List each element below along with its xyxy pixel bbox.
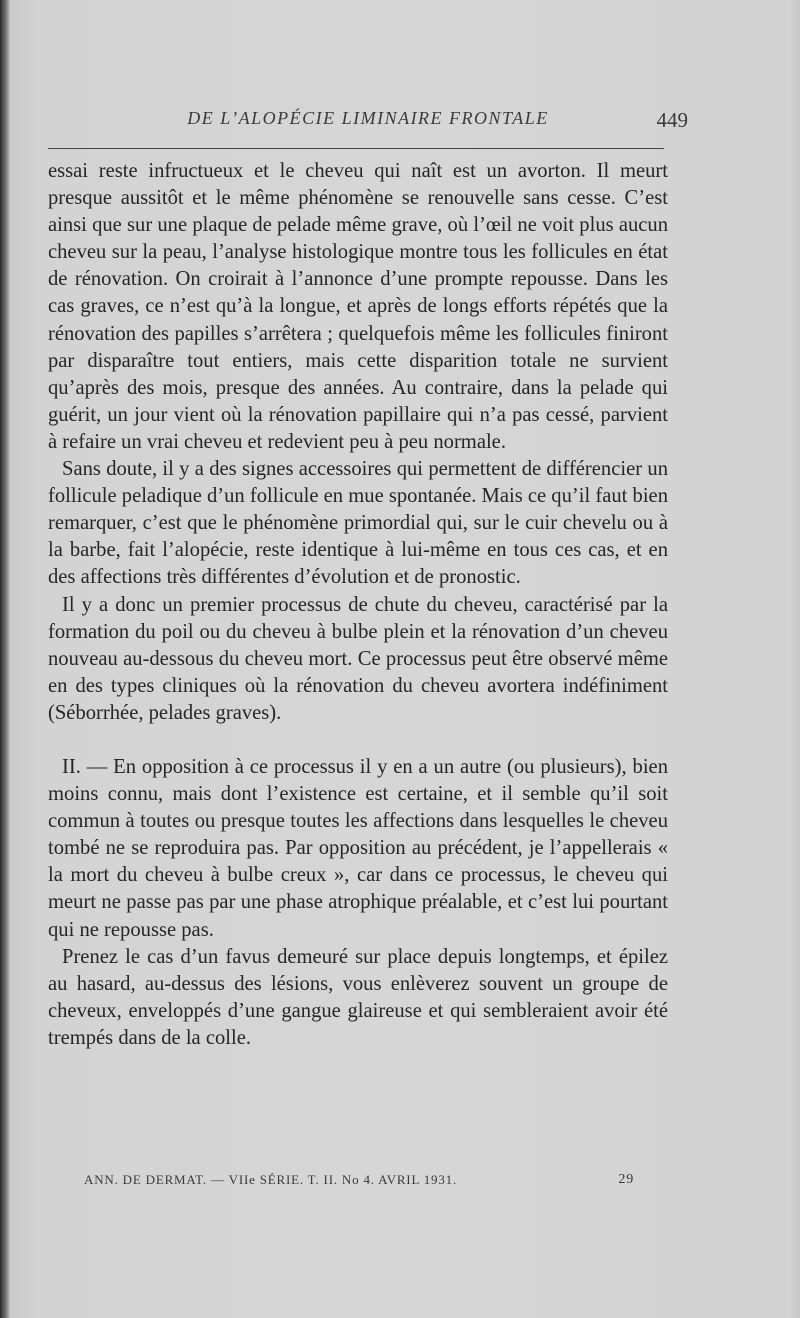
running-title: DE L’ALOPÉCIE LIMINAIRE FRONTALE <box>187 108 549 128</box>
running-header <box>48 108 688 138</box>
paragraph-1: essai reste infructueux et le cheveu qui naît est un avorton. Il meurt presque aussitôt et le même phénomène se renouvelle sans cesse. C’est ainsi que sur une plaque de pelade même grave, où l’œil ne voit plus aucun cheveu sur la peau, l’analyse histologique montre tous les follicules en état de rénovation. On croirait à l’annonce d’une prompte repousse. Dans les cas graves, ce n’est qu’à la longue, et après de longs efforts répétés que la rénovation des papilles s’arrêtera ; quelquefois même les follicules finiront par disparaître tout entiers, mais cette disparition totale ne survient qu’après des mois, presque des années. Au contraire, dans la pelade qui guérit, un jour vient où la rénovation papillaire qui n’a pas cessé, parvient à refaire un vrai cheveu et redevient peu à peu normale. <box>48 160 668 453</box>
header-rule <box>48 148 664 149</box>
page-number: 449 <box>656 108 688 132</box>
paragraph-2: Sans doute, il y a des signes accessoires qui permettent de différencier un follicule peladique d’un follicule en mue spontanée. Mais ce qu’il faut bien remarquer, c’est que le phénomène primordial qui, sur le cuir chevelu ou à la barbe, fait l’alopécie, reste identique à lui-même en tous ces cas, et en des affections très différentes d’évolution et de pronostic. <box>48 458 668 589</box>
paragraph-5: Prenez le cas d’un favus demeuré sur place depuis longtemps, et épilez au hasard, au-dessus des lésions, vous enlèverez souvent un groupe de cheveux, enveloppés d’une gangue glaireuse et qui sembleraient avoir été trempés dans de la colle. <box>48 945 668 1049</box>
page-footer <box>84 1172 634 1192</box>
paragraph-4: II. — En opposition à ce processus il y en a un autre (ou plusieurs), bien moins connu, mais dont l’existence est certaine, et il semble qu’il soit commun à toutes ou presque toutes les affections dans lesquelles le cheveu tombé ne se reproduira pas. Par opposition au précédent, je l’appellerais « la mort du cheveu à bulbe creux », car dans ce processus, le cheveu qui meurt ne passe pas par une phase atrophique préalable, et c’est lui pourtant qui ne repousse pas. <box>48 755 668 941</box>
paragraph-3: Il y a donc un premier processus de chute du cheveu, caractérisé par la formation du poil ou du cheveu à bulbe plein et la rénovation d’un cheveu nouveau au-dessous du cheveu mort. Ce processus peut être observé même en des types cliniques où la rénovation du cheveu avortera indéfiniment (Séborrhée, pelades graves). <box>48 593 668 724</box>
book-spine-shadow <box>0 0 10 1318</box>
body-text <box>48 158 668 1052</box>
journal-citation: ANN. DE DERMAT. — VIIe SÉRIE. T. II. No 4. AVRIL 1931. <box>84 1172 457 1187</box>
signature-mark: 29 <box>618 1172 634 1187</box>
